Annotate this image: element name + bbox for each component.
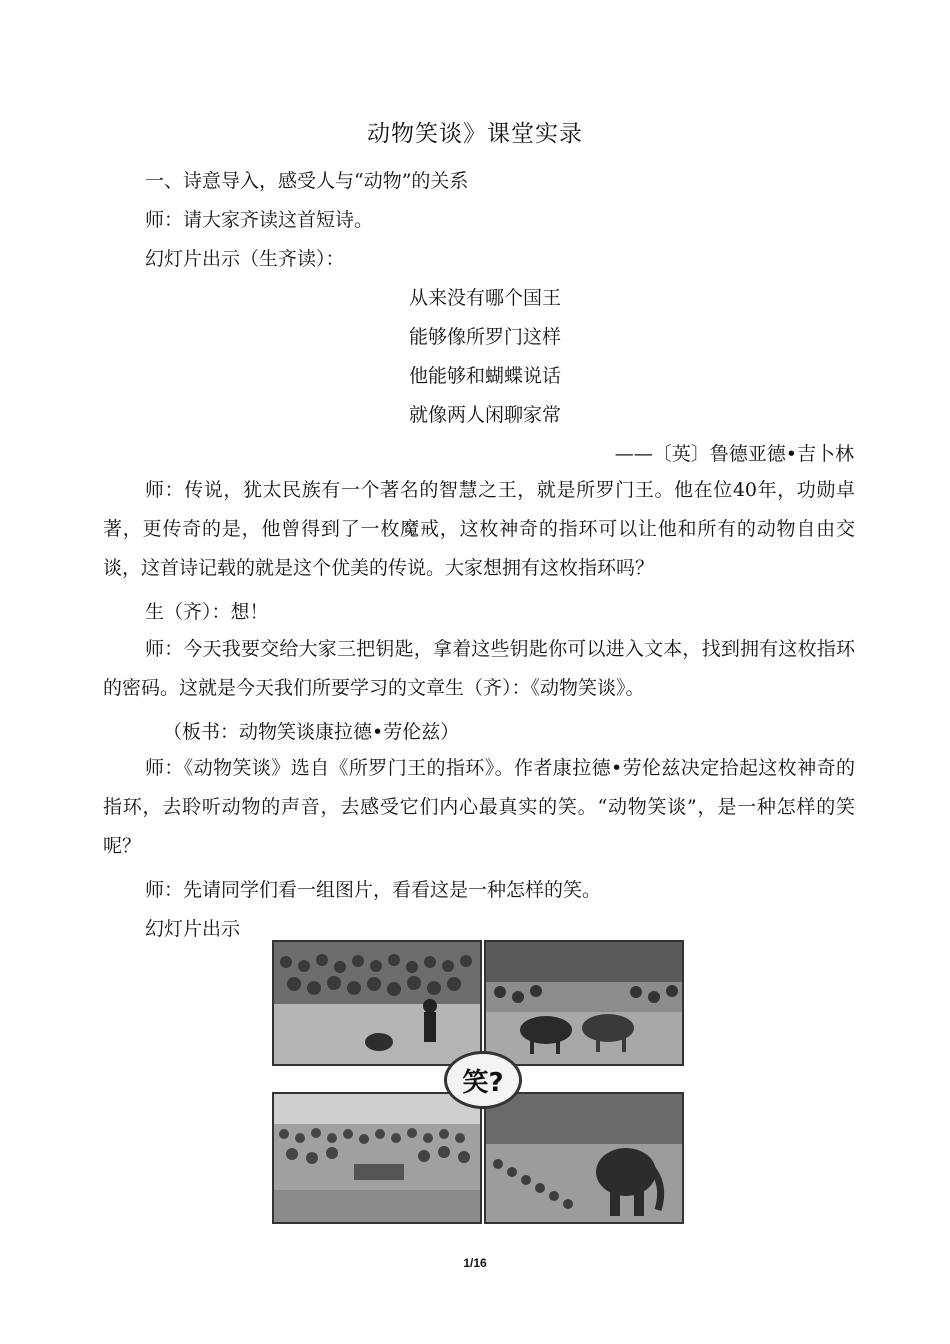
crowd-photo [272,940,482,1066]
poem-attribution: ——〔英〕鲁德亚德•吉卜林 [614,443,854,465]
document-title: 动物笑谈》课堂实录 [367,121,583,147]
paragraph: 师：《动物笑谈》选自《所罗门王的指环》。作者康拉德•劳伦兹决定拾起这枚神奇的指环，去聆听动物的声音，去感受它们内心最真实的笑。“动物笑谈”，是一种怎样的笑呢？ [103,757,855,857]
laugh-question-badge: 笑? [444,1051,522,1109]
slide-image-collage [270,938,686,1226]
section-heading: 一、诗意导入，感受人与“动物”的关系 [145,170,469,192]
poem-line: 就像两人闲聊家常 [409,404,562,426]
paragraph: 师：传说，犹太民族有一个著名的智慧之王，就是所罗门王。他在位40年，功勋卓著，更传奇的是，他曾得到了一枚魔戒，这枚神奇的指环可以让他和所有的动物自由交谈，这首诗记载的就是这个优美的传说。大家想拥有这枚指环吗？ [103,479,855,579]
poem-line: 从来没有哪个国王 [409,287,562,309]
page-number: 1/16 [463,1256,487,1270]
board-note: （板书：动物笑谈康拉德•劳伦兹） [163,721,460,743]
slide-note: 幻灯片出示 [145,918,241,940]
elephant-photo [484,1092,684,1224]
paragraph: 师：今天我要交给大家三把钥匙，拿着这些钥匙你可以进入文本，找到拥有这枚指环的密码。这就是今天我们所要学习的文章生（齐）：《动物笑谈》。 [103,638,855,699]
slide-note: 幻灯片出示（生齐读）： [145,248,345,270]
poem-line: 能够像所罗门这样 [409,326,562,348]
student-line: 生（齐）：想！ [145,601,269,623]
bullfight-photo [484,940,684,1066]
teacher-line: 师：请大家齐读这首短诗。 [145,209,374,231]
teacher-line: 师：先请同学们看一组图片，看看这是一种怎样的笑。 [145,879,602,901]
gathering-photo [272,1092,482,1224]
poem-line: 他能够和蝴蝶说话 [409,365,562,387]
